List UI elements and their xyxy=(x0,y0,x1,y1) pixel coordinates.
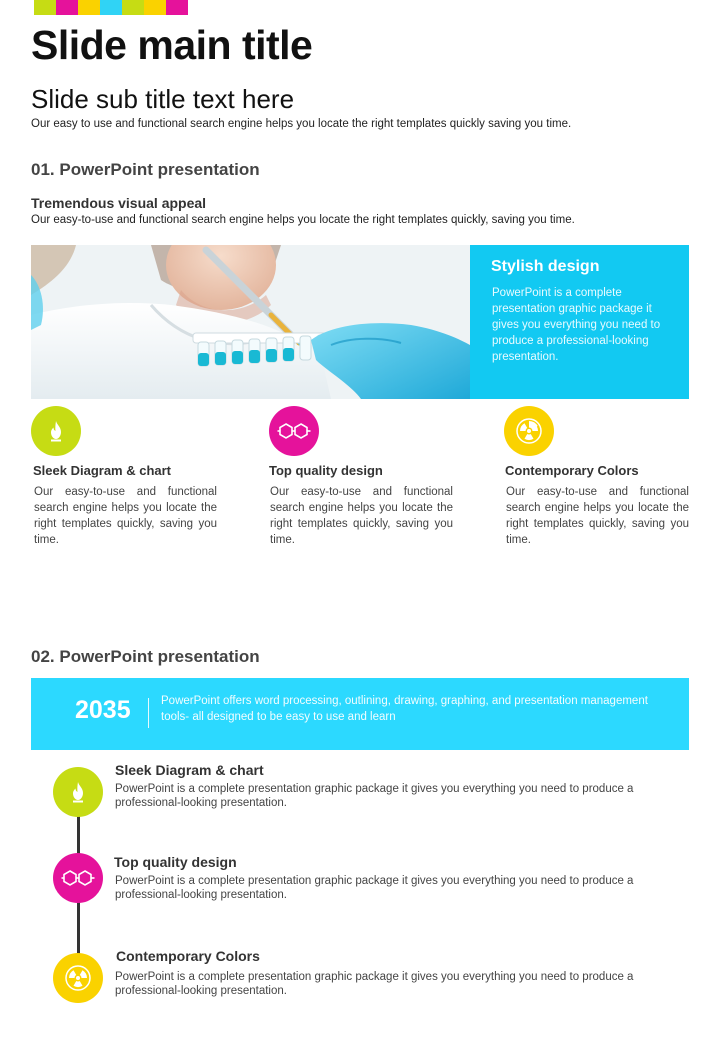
timeline-text: PowerPoint is a complete presentation graphic package it gives you everything you need to produce a professional-looking presentation. xyxy=(115,783,634,809)
section2-title: 02. PowerPoint presentation xyxy=(31,647,260,666)
section1-text: Our easy-to-use and functional search engine helps you locate the right templates quickly, saving you time. xyxy=(31,214,575,226)
lab-photo-illustration xyxy=(31,245,470,399)
radiation-icon xyxy=(53,953,103,1003)
timeline-title: Top quality design xyxy=(114,854,237,870)
section1-title: 01. PowerPoint presentation xyxy=(31,160,260,179)
page-subtitle: Slide sub title text here xyxy=(31,84,295,114)
page-title: Slide main title xyxy=(31,22,313,68)
molecule-icon xyxy=(53,853,103,903)
feature-title: Sleek Diagram & chart xyxy=(33,463,172,478)
band-year: 2035 xyxy=(75,696,131,724)
stripe-segment xyxy=(166,0,188,15)
feature-text: Our easy-to-use and functional search engine helps you locate the right templates quickly, saving you time. xyxy=(506,486,689,546)
flame-icon xyxy=(31,406,81,456)
stripe-segment xyxy=(34,0,56,15)
timeline-title: Sleek Diagram & chart xyxy=(115,762,264,778)
color-stripe xyxy=(34,0,188,15)
flame-icon xyxy=(53,767,103,817)
stripe-segment xyxy=(100,0,122,15)
callout-title: Stylish design xyxy=(491,258,600,275)
stripe-segment xyxy=(56,0,78,15)
stripe-segment xyxy=(144,0,166,15)
timeline-text: PowerPoint is a complete presentation graphic package it gives you everything you need to produce a professional-looking presentation. xyxy=(115,971,634,997)
callout-text: PowerPoint is a complete presentation graphic package it gives you everything you need to produce a professional-looking presentation. xyxy=(492,287,661,363)
feature-text: Our easy-to-use and functional search engine helps you locate the right templates quickly, saving you time. xyxy=(270,486,453,546)
feature-title: Contemporary Colors xyxy=(505,463,639,478)
molecule-icon xyxy=(269,406,319,456)
page-description: Our easy to use and functional search engine helps you locate the right templates quickly saving you time. xyxy=(31,118,572,130)
stripe-segment xyxy=(78,0,100,15)
radiation-icon xyxy=(504,406,554,456)
band-divider xyxy=(148,698,149,728)
feature-text: Our easy-to-use and functional search engine helps you locate the right templates quickly, saving you time. xyxy=(34,486,217,546)
year-band xyxy=(31,678,689,750)
stripe-segment xyxy=(122,0,144,15)
stylish-design-callout xyxy=(470,245,689,399)
band-text: PowerPoint offers word processing, outlining, drawing, graphing, and presentation management tools- all designed to be easy to use and learn xyxy=(161,695,648,723)
section1-heading: Tremendous visual appeal xyxy=(31,195,207,211)
lab-photo xyxy=(31,245,470,399)
timeline-text: PowerPoint is a complete presentation graphic package it gives you everything you need to produce a professional-looking presentation. xyxy=(115,875,634,901)
timeline-title: Contemporary Colors xyxy=(116,948,260,964)
feature-title: Top quality design xyxy=(269,463,383,478)
